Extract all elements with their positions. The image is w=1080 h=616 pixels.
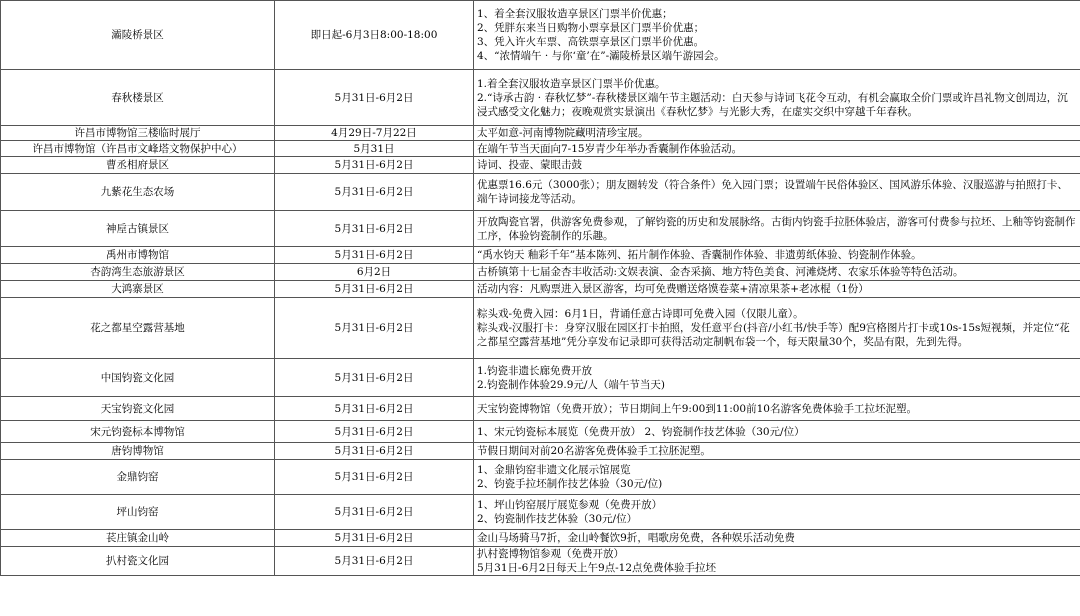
date-cell: 5月31日-6月2日 [275, 70, 474, 126]
date-cell: 5月31日-6月2日 [275, 421, 474, 443]
activity-line: 粽头戏-免费入园：6月1日，背诵任意古诗即可免费入园（仅限儿童）。 [477, 308, 804, 320]
activity-line: 诗词、投壶、蒙眼击鼓 [477, 159, 582, 171]
table-row [1, 247, 1080, 264]
activity-line: 天宝钧瓷博物馆（免费开放）；节日期间上午9:00到11:00前10名游客免费体验手工拉坯泥塑。 [477, 402, 917, 415]
activity-line: 2、凭胖东来当日购物小票享景区门票半价优惠； [477, 22, 705, 34]
venue-cell: 金鼎钧窑 [1, 460, 275, 495]
activity-line: 1、宋元钧瓷标本展览（免费开放） 2、钧瓷制作技艺体验（30元/位） [477, 425, 805, 438]
date-cell: 5月31日-6月2日 [275, 397, 474, 421]
activity-line: 1.着全套汉服妆造享景区门票半价优惠。 [477, 77, 666, 90]
table-row [1, 460, 1080, 495]
activity-line: 2.“诗承古韵 · 春秋忆梦”-春秋楼景区端午节主题活动：白天参与诗词飞花令互动，有机会赢取全价门票或许昌礼物文创周边，沉浸式感受文化魅力；夜晚观赏实景演出《春秋忆梦》与光影大秀，在虚实交织中穿越千年春秋。 [477, 91, 1068, 118]
activity-line: 2、钧瓷制作技艺体验（30元/位） [477, 513, 638, 525]
table-row [1, 211, 1080, 247]
activity-cell [474, 460, 1080, 495]
venue-cell: 宋元钧瓷标本博物馆 [1, 421, 275, 443]
table-row [1, 530, 1080, 547]
venue-cell: 中国钧瓷文化园 [1, 359, 275, 397]
activity-cell [474, 126, 1080, 141]
venue-cell: 花之都星空露营基地 [1, 298, 275, 359]
table-row [1, 298, 1080, 359]
venue-cell: 灞陵桥景区 [1, 1, 275, 70]
date-cell: 5月31日-6月2日 [275, 281, 474, 298]
activity-line: 1、着全套汉服妆造享景区门票半价优惠； [477, 8, 673, 20]
venue-cell: 禹州市博物馆 [1, 247, 275, 264]
date-cell: 5月31日-6月2日 [275, 157, 474, 174]
activity-line: 金山马场骑马7折，金山岭餐饮9折，唱歌房免费，各种娱乐活动免费 [477, 532, 795, 544]
activity-line: 4、“浓情端午 · 与你‘童’在”-灞陵桥景区端午游园会。 [477, 50, 725, 62]
table-row [1, 443, 1080, 460]
date-cell: 5月31日-6月2日 [275, 298, 474, 359]
venue-cell: 神垕古镇景区 [1, 211, 275, 247]
activity-cell [474, 547, 1080, 576]
table-row [1, 281, 1080, 298]
venue-cell: 苌庄镇金山岭 [1, 530, 275, 547]
venue-cell: 大鸿寨景区 [1, 281, 275, 298]
activity-cell [474, 298, 1080, 359]
venue-cell: 许昌市博物馆三楼临时展厅 [1, 126, 275, 141]
venue-cell: 天宝钧瓷文化园 [1, 397, 275, 421]
activity-line: 活动内容：凡购票进入景区游客，均可免费赠送烙馍卷菜+清凉果茶+老冰棍（1份） [477, 283, 869, 295]
activity-line: 粽头戏-汉服打卡：身穿汉服在园区打卡拍照，发任意平台(抖音/小红书/快手等）配9宫格图片打卡或10s-15s短视频，并定位“花之都星空露营基地”凭分享发布记录即可获得活动定制帆布袋一个，每天限量30个，奖品有限，先到先得。 [477, 322, 1070, 348]
venue-cell: 许昌市博物馆（许昌市文峰塔文物保护中心） [1, 141, 275, 157]
date-cell: 5月31日-6月2日 [275, 247, 474, 264]
activity-line: 古桥镇第十七届金杏丰收活动:文娱表演、金杏采摘、地方特色美食、河滩烧烤、农家乐体验等特色活动。 [477, 266, 964, 278]
activity-cell [474, 495, 1080, 530]
activity-line: “禹水钧天 釉彩千年”基本陈列、拓片制作体验、香囊制作体验、非遗剪纸体验、钧瓷制作体验。 [477, 249, 922, 261]
table-row [1, 1, 1080, 70]
table-row [1, 157, 1080, 174]
activity-cell [474, 443, 1080, 460]
venue-cell: 曹丞相府景区 [1, 157, 275, 174]
activity-cell [474, 141, 1080, 157]
date-cell: 5月31日-6月2日 [275, 547, 474, 576]
date-cell: 即日起-6月3日8:00-18:00 [275, 1, 474, 70]
date-cell: 5月31日-6月2日 [275, 530, 474, 547]
table-row [1, 264, 1080, 281]
date-cell: 5月31日-6月2日 [275, 211, 474, 247]
activity-line: 在端午节当天面向7-15岁青少年举办香囊制作体验活动。 [477, 142, 743, 155]
venue-cell: 九紫花生态农场 [1, 174, 275, 211]
table-row [1, 70, 1080, 126]
date-cell: 5月31日 [275, 141, 474, 157]
activity-line: 太平如意-河南博物院藏明清珍宝展。 [477, 127, 649, 139]
activity-cell [474, 247, 1080, 264]
date-cell: 4月29日-7月22日 [275, 126, 474, 141]
activity-line: 优惠票16.6元（3000张）；朋友圈转发（符合条件）免入园门票；设置端午民俗体验区、国风游乐体验、汉服巡游与拍照打卡、端午诗词接龙等活动。 [477, 179, 1068, 205]
activity-cell [474, 421, 1080, 443]
table-row [1, 547, 1080, 576]
activity-line: 1.钧瓷非遗长廊免费开放 [477, 364, 593, 377]
table-row [1, 126, 1080, 141]
venue-cell: 春秋楼景区 [1, 70, 275, 126]
activity-line: 3、凭入许火车票、高铁票享景区门票半价优惠。 [477, 36, 705, 48]
table-row [1, 174, 1080, 211]
activity-cell [474, 211, 1080, 247]
activity-cell [474, 397, 1080, 421]
table-row [1, 397, 1080, 421]
activity-cell [474, 70, 1080, 126]
activity-line: 节假日期间对前20名游客免费体验手工拉胚泥塑。 [477, 445, 711, 457]
activity-cell [474, 264, 1080, 281]
activity-cell [474, 1, 1080, 70]
date-cell: 5月31日-6月2日 [275, 495, 474, 530]
activity-line: 2、钧瓷手拉坯制作技艺体验（30元/位) [477, 478, 663, 490]
date-cell: 6月2日 [275, 264, 474, 281]
activity-line: 5月31日-6月2日每天上午9点-12点免费体验手拉坯 [477, 562, 717, 574]
activity-cell [474, 530, 1080, 547]
activity-line: 1、金鼎钧窑非遗文化展示馆展览 [477, 464, 631, 476]
table-row [1, 359, 1080, 397]
activity-line: 开放陶瓷官署，供游客免费参观，了解钧瓷的历史和发展脉络。古街内钧瓷手拉胚体验店，游客可付费参与拉坯、上釉等钧瓷制作工序，体验钧瓷制作的乐趣。 [477, 215, 1076, 242]
date-cell: 5月31日-6月2日 [275, 460, 474, 495]
venue-cell: 杏韵湾生态旅游景区 [1, 264, 275, 281]
activity-line: 2.钧瓷制作体验29.9元/人（端午节当天) [477, 378, 666, 391]
table-row [1, 141, 1080, 157]
date-cell: 5月31日-6月2日 [275, 174, 474, 211]
venue-cell: 坪山钧窑 [1, 495, 275, 530]
activity-line: 1、坪山钧窑展厅展览参观（免费开放） [477, 499, 663, 511]
table-row [1, 421, 1080, 443]
activity-line: 扒村瓷博物馆参观（免费开放） [477, 548, 624, 560]
date-cell: 5月31日-6月2日 [275, 359, 474, 397]
activity-cell [474, 157, 1080, 174]
date-cell: 5月31日-6月2日 [275, 443, 474, 460]
table-row [1, 495, 1080, 530]
activity-cell [474, 174, 1080, 211]
venue-cell: 唐钧博物馆 [1, 443, 275, 460]
venue-cell: 扒村瓷文化园 [1, 547, 275, 576]
activity-cell [474, 359, 1080, 397]
activity-cell [474, 281, 1080, 298]
